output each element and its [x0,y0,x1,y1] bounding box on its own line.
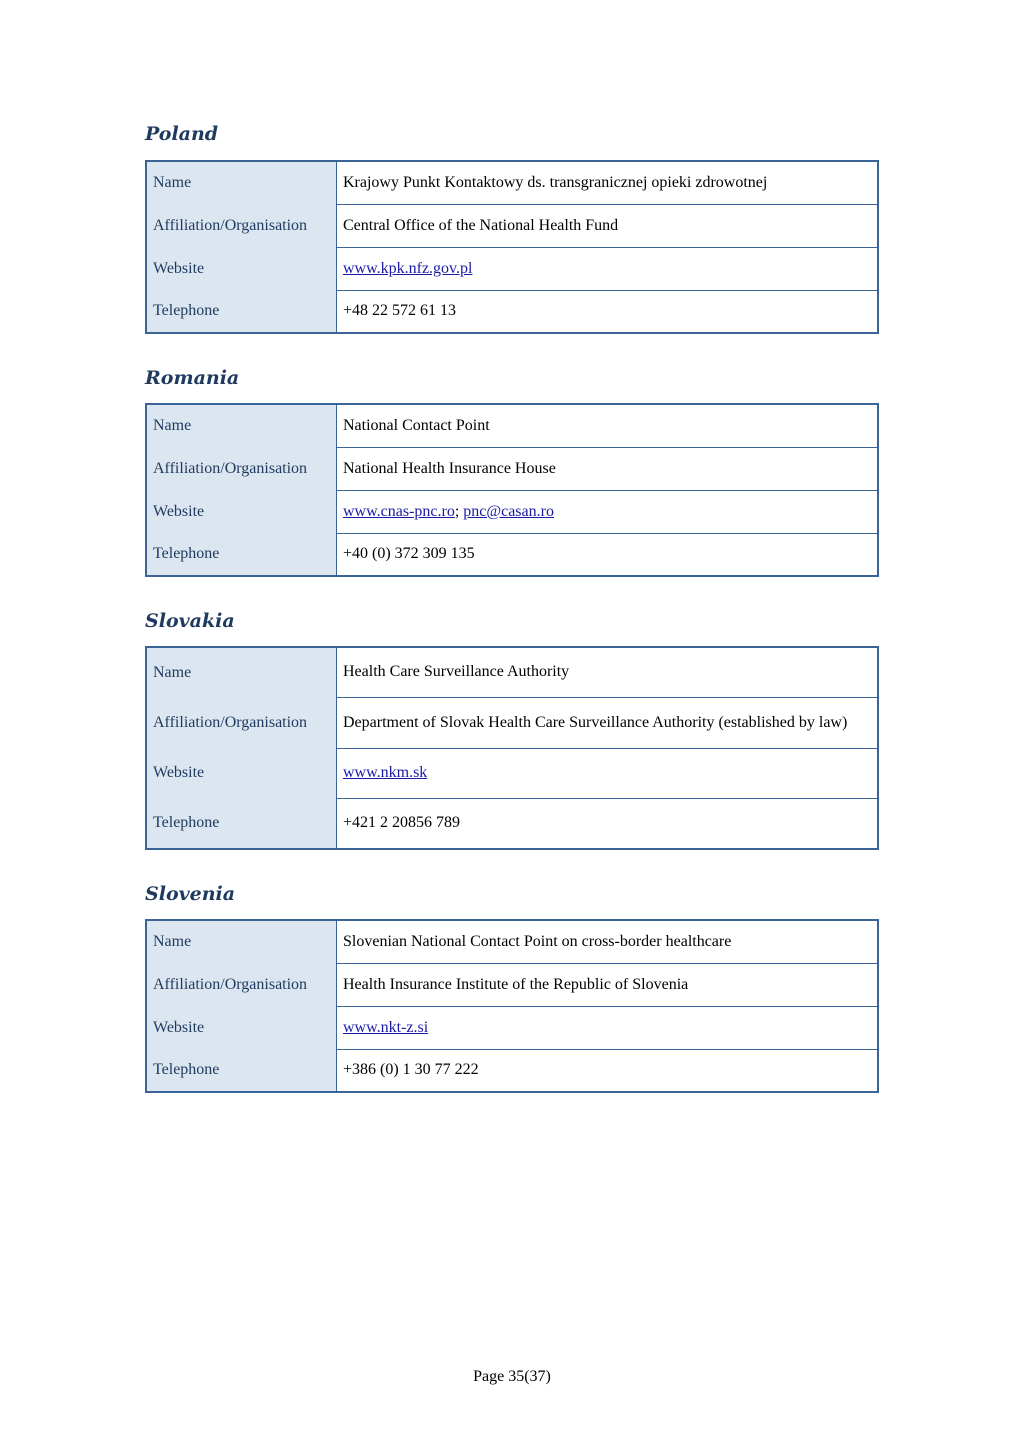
website-cell [337,490,879,533]
affiliation-value: Central Office of the National Health Fund [337,204,879,247]
link-separator: ; [454,502,460,520]
telephone-label: Telephone [146,798,337,849]
country-heading: Romania [145,367,240,389]
contact-table [145,646,879,850]
telephone-value: +386 (0) 1 30 77 222 [337,1049,879,1092]
name-label: Name [146,404,337,447]
website-link[interactable]: www.kpk.nfz.gov.pl [343,259,473,277]
email-link[interactable]: pnc@casan.ro [463,502,554,520]
website-label: Website [146,247,337,290]
section-slovenia [145,880,879,1093]
website-cell [337,1006,879,1049]
affiliation-label: Affiliation/Organisation [146,447,337,490]
affiliation-label: Affiliation/Organisation [146,963,337,1006]
affiliation-value: Department of Slovak Health Care Surveillance Authority (established by law) [337,697,879,748]
website-link[interactable]: www.cnas-pnc.ro [343,502,455,520]
name-value: Slovenian National Contact Point on cross-border healthcare [337,920,879,963]
website-link[interactable]: www.nkt-z.si [343,1018,429,1036]
telephone-label: Telephone [146,533,337,576]
name-label: Name [146,647,337,697]
website-label: Website [146,490,337,533]
telephone-value: +48 22 572 61 13 [337,290,879,333]
website-cell [337,748,879,798]
website-link[interactable]: www.nkm.sk [343,764,428,781]
section-romania [145,364,879,577]
website-cell [337,247,879,290]
name-label: Name [146,920,337,963]
website-label: Website [146,1006,337,1049]
name-label: Name [146,161,337,204]
telephone-label: Telephone [146,290,337,333]
affiliation-value: National Health Insurance House [337,447,879,490]
telephone-value: +40 (0) 372 309 135 [337,533,879,576]
country-heading: Poland [145,123,219,145]
name-value: Health Care Surveillance Authority [337,647,879,697]
affiliation-value: Health Insurance Institute of the Republic of Slovenia [337,963,879,1006]
affiliation-label: Affiliation/Organisation [146,697,337,748]
contact-table [145,403,879,577]
telephone-label: Telephone [146,1049,337,1092]
country-heading: Slovenia [145,883,236,905]
section-slovakia [145,607,879,850]
affiliation-label: Affiliation/Organisation [146,204,337,247]
telephone-value: +421 2 20856 789 [337,798,879,849]
country-heading: Slovakia [145,610,235,632]
name-value: National Contact Point [337,404,879,447]
contact-table [145,160,879,334]
contact-table [145,919,879,1093]
website-label: Website [146,748,337,798]
page-number: Page 35(37) [473,1368,551,1385]
name-value: Krajowy Punkt Kontaktowy ds. transgranicznej opieki zdrowotnej [337,161,879,204]
section-poland [145,120,879,334]
